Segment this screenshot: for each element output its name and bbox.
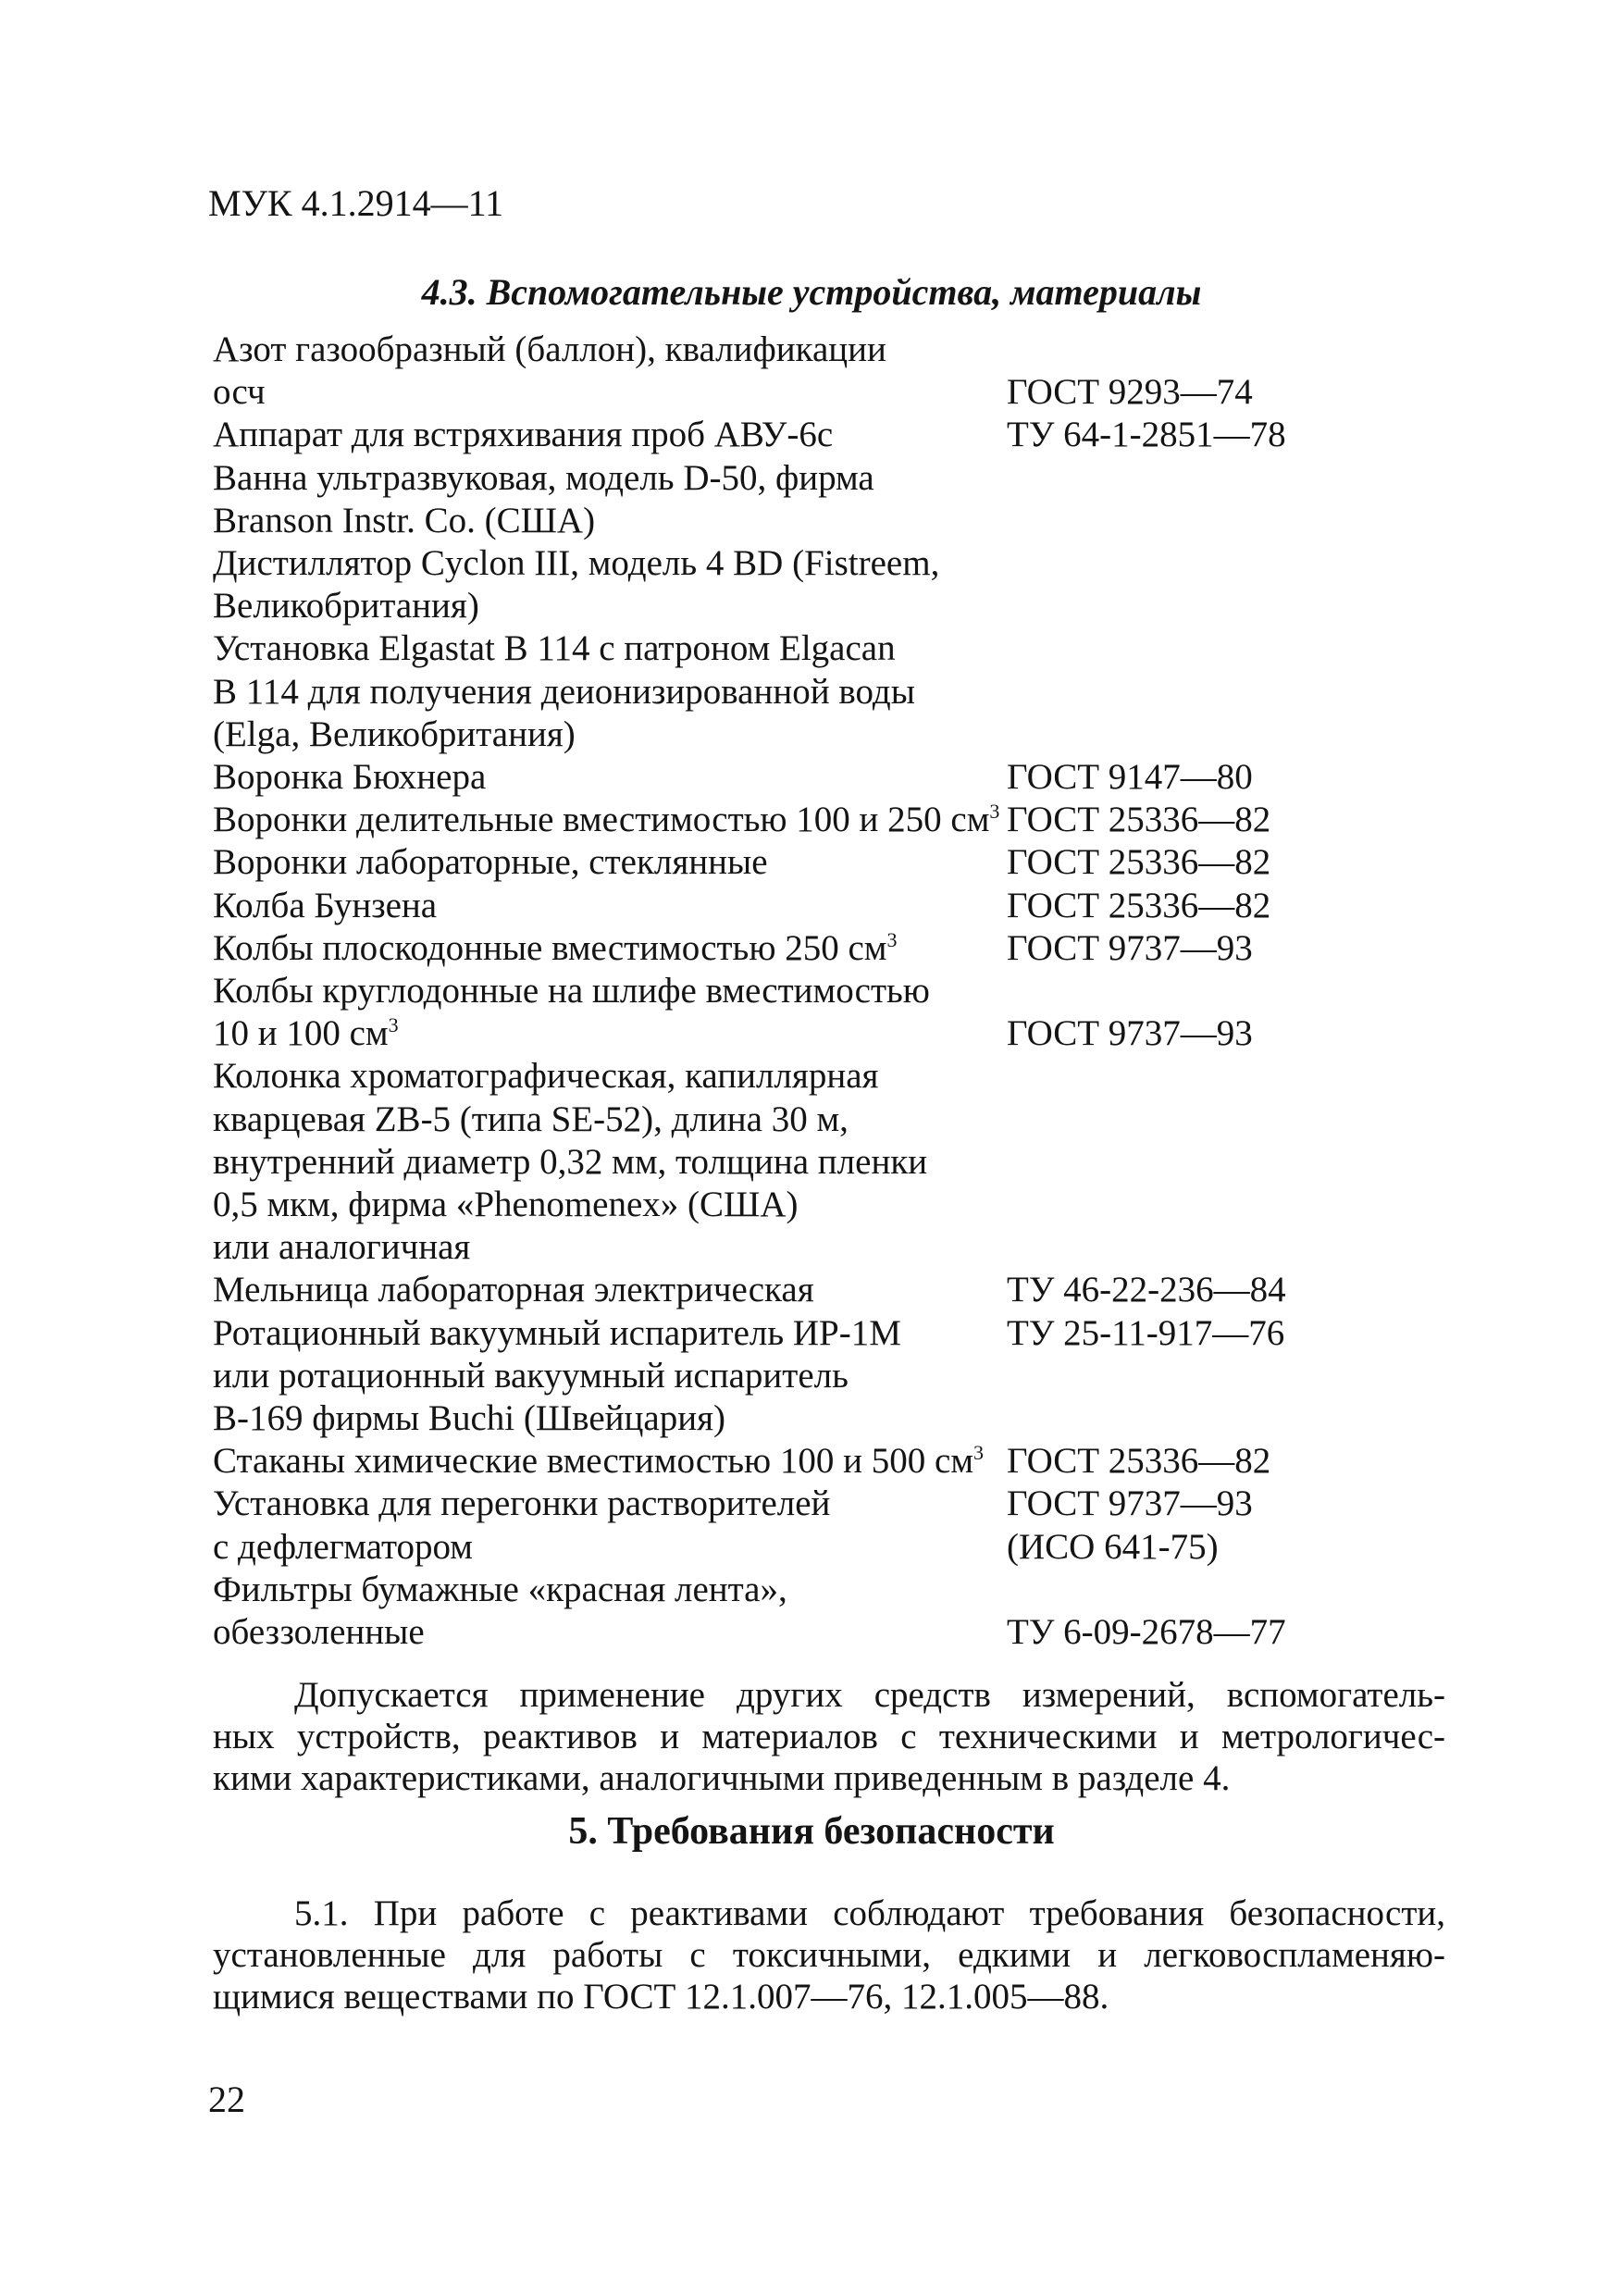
equipment-row [213, 1141, 1443, 1184]
text-line: щимися веществами по ГОСТ 12.1.007—76, 12.1.005—88. [213, 1977, 1109, 2017]
text-line: Допускается применение других средств измерений, вспомогатель- [294, 1675, 1445, 1715]
equipment-row [213, 329, 1443, 371]
equipment-name [213, 1312, 1007, 1355]
equipment-name [213, 414, 1007, 456]
equipment-row [213, 1012, 1443, 1055]
equipment-name-text: Великобритания) [213, 586, 479, 627]
equipment-name-text: с дефлегматором [213, 1526, 473, 1567]
equipment-name-text: или аналогичная [213, 1227, 471, 1268]
equipment-name-text: B-169 фирмы Buchi (Швейцария) [213, 1398, 726, 1439]
equipment-name-text: Стаканы химические вместимостью 100 и 500 см [213, 1441, 974, 1482]
equipment-name-text: Ванна ультразвуковая, модель D-50, фирма [213, 457, 874, 498]
equipment-name [213, 1397, 1007, 1440]
equipment-row [213, 414, 1443, 456]
unit-superscript: 3 [973, 1441, 985, 1465]
equipment-name-text: Дистиллятор Cyclon III, модель 4 BD (Fistreem, [213, 543, 940, 584]
equipment-name-text: Колбы круглодонные на шлифе вместимостью [213, 971, 930, 1011]
equipment-row [213, 714, 1443, 756]
unit-superscript: 3 [989, 800, 1000, 824]
equipment-name-text: 0,5 мкм, фирма «Phenomenex» (США) [213, 1185, 799, 1225]
standard-reference: (ИСО 641-75) [1007, 1526, 1219, 1567]
equipment-row [213, 1098, 1443, 1141]
equipment-row [213, 885, 1443, 927]
equipment-name-text: или ротационный вакуумный испаритель [213, 1355, 849, 1396]
equipment-name [213, 1355, 1007, 1397]
note-paragraph [213, 1674, 1445, 1799]
equipment-name [213, 1440, 1007, 1483]
page-number: 22 [208, 2079, 245, 2120]
standard-reference: ГОСТ 9147—80 [1007, 757, 1253, 798]
equipment-name [213, 1184, 1007, 1226]
equipment-row [213, 1312, 1443, 1355]
equipment-name [213, 756, 1007, 799]
equipment-row [213, 1184, 1443, 1226]
equipment-row [213, 1269, 1443, 1311]
page-header: МУК 4.1.2914—11 [208, 182, 504, 224]
equipment-name-text: обеззоленные [213, 1612, 425, 1653]
text-line: 5.1. При работе с реактивами соблюдают требования безопасности, [294, 1893, 1445, 1933]
equipment-name [213, 1269, 1007, 1311]
equipment-name-text: Установка для перегонки растворителей [213, 1483, 831, 1524]
equipment-row [213, 970, 1443, 1012]
equipment-name-text: 10 и 100 см [213, 1013, 389, 1054]
equipment-name [213, 1569, 1007, 1611]
equipment-row [213, 1355, 1443, 1397]
standard-reference: ГОСТ 25336—82 [1007, 1441, 1271, 1482]
unit-superscript: 3 [886, 927, 898, 951]
equipment-row [213, 671, 1443, 714]
equipment-row [213, 1611, 1443, 1654]
safety-paragraph [213, 1893, 1445, 2017]
equipment-row [213, 627, 1443, 670]
equipment-name [213, 927, 1007, 970]
equipment-name [213, 627, 1007, 670]
equipment-name [213, 714, 1007, 756]
equipment-name-text: кварцевая ZB-5 (типа SE-52), длина 30 м, [213, 1098, 849, 1139]
equipment-name [213, 1141, 1007, 1184]
standard-reference: ГОСТ 25336—82 [1007, 885, 1271, 925]
text-line: ных устройств, реактивов и материалов с техническими и метрологичес- [213, 1717, 1445, 1756]
standard-reference: ТУ 46-22-236—84 [1007, 1270, 1286, 1310]
standard-reference: ТУ 6-09-2678—77 [1007, 1612, 1286, 1653]
equipment-row [213, 585, 1443, 627]
equipment-name-text: Колонка хроматографическая, капиллярная [213, 1056, 879, 1097]
equipment-name [213, 970, 1007, 1012]
equipment-row [213, 457, 1443, 500]
equipment-name [213, 841, 1007, 884]
text-line: установленные для работы с токсичными, едкими и легковоспламеняю- [213, 1935, 1445, 1975]
equipment-name [213, 671, 1007, 714]
equipment-row [213, 1055, 1443, 1098]
equipment-row [213, 799, 1443, 841]
equipment-row [213, 1397, 1443, 1440]
standard-reference: ТУ 25-11-917—76 [1007, 1312, 1285, 1353]
text-line: кими характеристиками, аналогичными приведенным в разделе 4. [213, 1758, 1231, 1798]
equipment-row [213, 927, 1443, 970]
equipment-name [213, 500, 1007, 542]
equipment-name-text: осч [213, 372, 266, 413]
standard-reference: ГОСТ 25336—82 [1007, 800, 1271, 840]
equipment-row [213, 1440, 1443, 1483]
equipment-name-text: Ротационный вакуумный испаритель ИР-1М [213, 1312, 901, 1353]
equipment-name [213, 885, 1007, 927]
equipment-name [213, 457, 1007, 500]
standard-reference: ГОСТ 9293—74 [1007, 372, 1253, 413]
standard-reference: ГОСТ 9737—93 [1007, 927, 1253, 968]
equipment-row [213, 1569, 1443, 1611]
equipment-name-text: Воронки лабораторные, стеклянные [213, 842, 768, 883]
unit-superscript: 3 [388, 1013, 399, 1037]
equipment-name-text: Фильтры бумажные «красная лента», [213, 1569, 787, 1609]
equipment-name-text: Мельница лабораторная электрическая [213, 1270, 814, 1310]
equipment-name [213, 329, 1007, 371]
equipment-row [213, 542, 1443, 585]
equipment-name [213, 1483, 1007, 1525]
equipment-name [213, 371, 1007, 414]
section-title-4-3: 4.3. Вспомогательные устройства, материалы [421, 271, 1202, 313]
standard-reference: ГОСТ 25336—82 [1007, 842, 1271, 883]
equipment-name-text: (Elga, Великобритания) [213, 714, 576, 754]
equipment-name-text: B 114 для получения деионизированной воды [213, 671, 915, 712]
equipment-row [213, 1483, 1443, 1525]
equipment-name-text: Воронки делительные вместимостью 100 и 250 см [213, 800, 990, 840]
section-heading-5: 5. Требования безопасности [568, 1810, 1055, 1853]
equipment-row [213, 841, 1443, 884]
equipment-name-text: Колба Бунзена [213, 885, 438, 925]
equipment-name [213, 799, 1007, 841]
equipment-row [213, 500, 1443, 542]
equipment-name-text: Аппарат для встряхивания проб АВУ-6с [213, 415, 834, 455]
equipment-name-text: Колбы плоскодонные вместимостью 250 см [213, 927, 887, 968]
equipment-name [213, 1611, 1007, 1654]
equipment-row [213, 1226, 1443, 1269]
equipment-list [213, 329, 1443, 1654]
equipment-name [213, 1055, 1007, 1098]
equipment-name [213, 1526, 1007, 1569]
equipment-name [213, 1226, 1007, 1269]
equipment-row [213, 371, 1443, 414]
standard-reference: ГОСТ 9737—93 [1007, 1483, 1253, 1524]
equipment-name [213, 1012, 1007, 1055]
equipment-name-text: внутренний диаметр 0,32 мм, толщина пленки [213, 1141, 928, 1182]
equipment-name [213, 542, 1007, 585]
equipment-name-text: Branson Instr. Co. (США) [213, 500, 596, 540]
equipment-name [213, 585, 1007, 627]
equipment-name-text: Установка Elgastat B 114 с патроном Elgacan [213, 628, 896, 669]
equipment-row [213, 1526, 1443, 1569]
standard-reference: ГОСТ 9737—93 [1007, 1013, 1253, 1054]
equipment-name [213, 1098, 1007, 1141]
equipment-row [213, 756, 1443, 799]
equipment-name-text: Азот газообразный (баллон), квалификации [213, 329, 886, 369]
standard-reference: ТУ 64-1-2851—78 [1007, 415, 1286, 455]
equipment-name-text: Воронка Бюхнера [213, 757, 487, 798]
